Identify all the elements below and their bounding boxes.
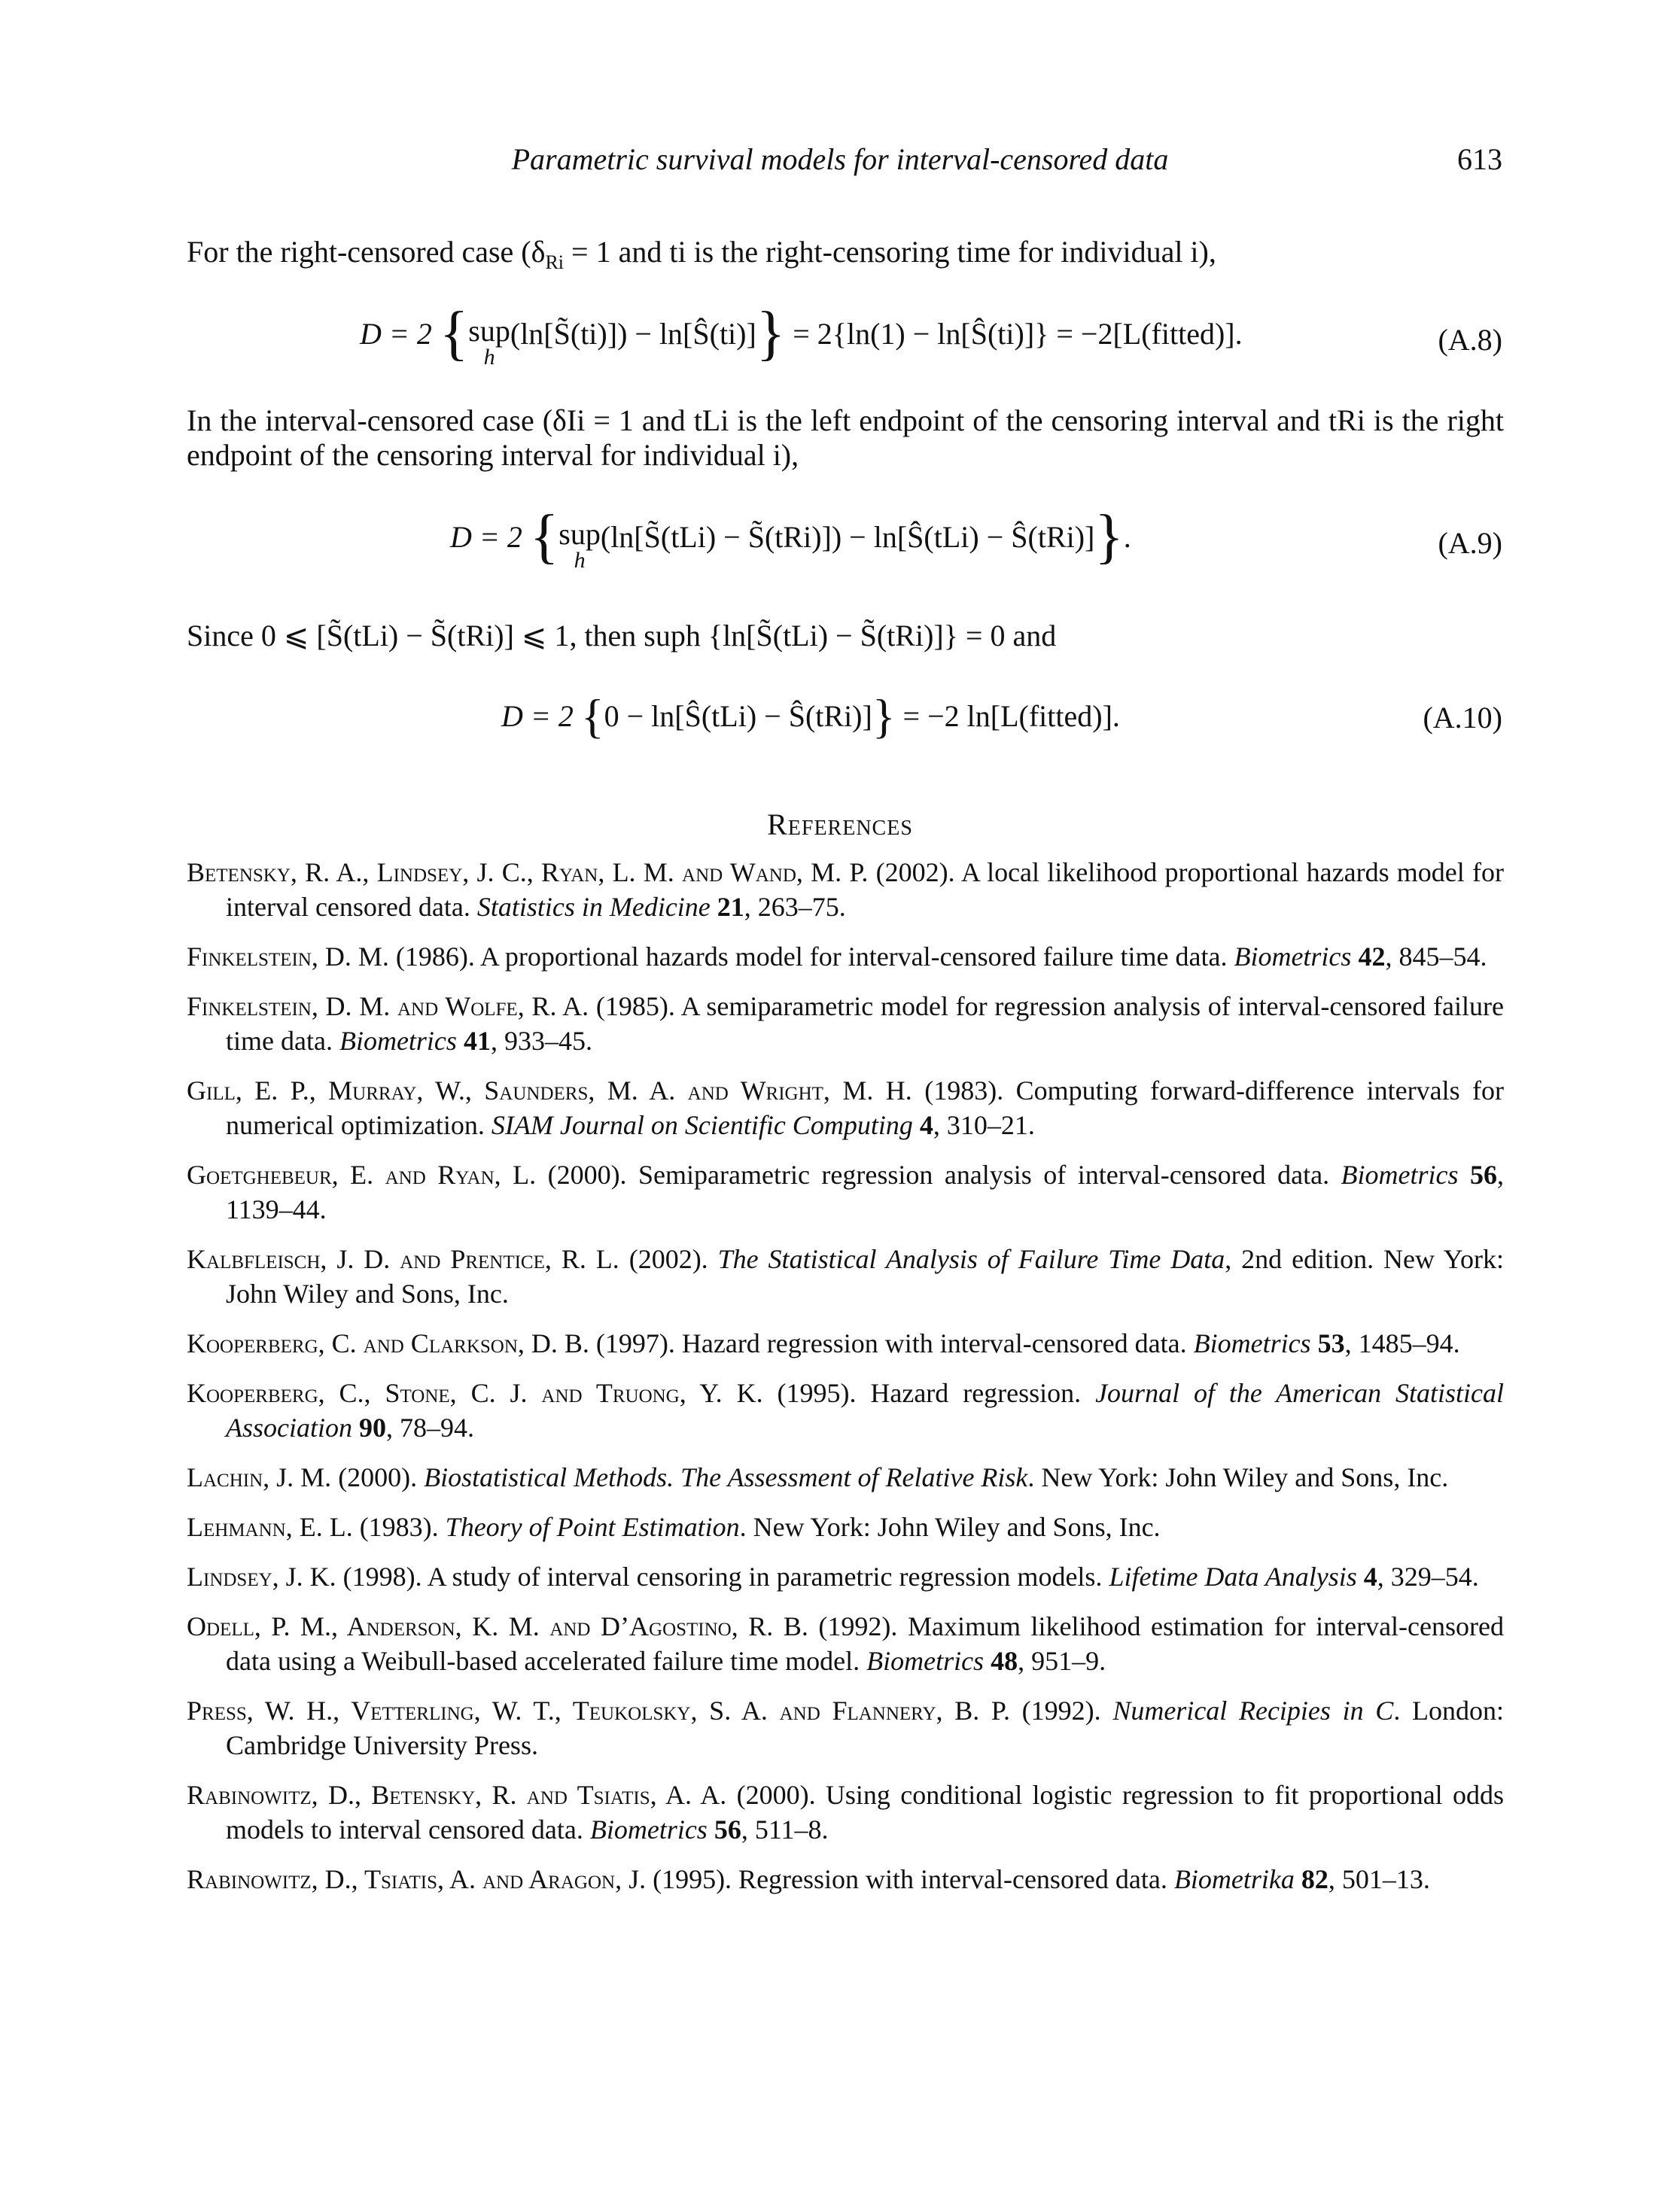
equation-a10: D = 2 {0 − ln[Ŝ(tLi) − Ŝ(tRi)]} = −2 ln[L(fitted)]. [501, 689, 1120, 743]
reference-authors: Goetghebeur, E. and Ryan, L. [187, 1160, 537, 1190]
reference-pages: , 2nd edition. New York: John Wiley and Sons, Inc. [226, 1244, 1505, 1309]
reference-pages: , 1139–44. [226, 1160, 1505, 1224]
reference-authors: Kalbfleisch, J. D. and Prentice, R. L. [187, 1244, 619, 1274]
reference-pages: . New York: John Wiley and Sons, Inc. [1027, 1462, 1449, 1492]
reference-pages: , 845–54. [1385, 941, 1487, 972]
sup-operator: sup h [558, 517, 601, 573]
equation-number-a9: (A.9) [1438, 526, 1502, 560]
reference-pages: . New York: John Wiley and Sons, Inc. [739, 1512, 1161, 1542]
reference-text: (2000). Using conditional logistic regression to fit proportional odds models to interval censored data. [226, 1780, 1505, 1845]
paragraph-right-censored: For the right-censored case ($\delta_{Ri} = 1$ and ti is the right-censoring time for individual i), [187, 235, 1216, 273]
reference-item [187, 939, 1504, 974]
reference-list [187, 855, 1504, 1912]
reference-volume: 4 [1356, 1562, 1377, 1592]
reference-source: Biometrics [866, 1646, 985, 1676]
page-number: 613 [1457, 142, 1502, 176]
reference-pages: , 1485–94. [1344, 1328, 1460, 1358]
reference-source: Journal of the American Statistical Association [226, 1378, 1504, 1443]
reference-authors: Kooperberg, C. and Clarkson, D. B. [187, 1328, 589, 1358]
reference-item [187, 1376, 1504, 1445]
reference-volume: 4 [912, 1110, 933, 1140]
paragraph-interval-censored: In the interval-censored case (δIi = 1 and tLi is the left endpoint of the censoring interval and tRi is the right endpoint of the censoring interval for individual i), [187, 403, 1504, 472]
reference-volume: 56 [1458, 1160, 1498, 1190]
reference-source: Theory of Point Estimation [445, 1512, 740, 1542]
reference-pages: , 501–13. [1328, 1864, 1430, 1894]
reference-text: (1986). A proportional hazards model for interval-censored failure time data. [388, 941, 1234, 972]
reference-text: (1985). A semiparametric model for regression analysis of interval-censored failure time data. [226, 991, 1504, 1056]
reference-volume: 48 [984, 1646, 1018, 1676]
reference-authors: Gill, E. P., Murray, W., Saunders, M. A. and Wright, M. H. [187, 1075, 912, 1106]
reference-volume: 42 [1351, 941, 1386, 972]
reference-text: (1983). [352, 1512, 446, 1542]
reference-source: Lifetime Data Analysis [1109, 1562, 1357, 1592]
reference-authors: Kooperberg, C., Stone, C. J. and Truong, Y. K. [187, 1378, 763, 1408]
reference-item [187, 1326, 1504, 1361]
reference-source: The Statistical Analysis of Failure Time Data [717, 1244, 1225, 1274]
reference-item [187, 855, 1504, 924]
reference-source: SIAM Journal on Scientific Computing [491, 1110, 913, 1140]
reference-item [187, 1073, 1504, 1142]
reference-authors: Lindsey, J. K. [187, 1562, 336, 1592]
reference-source: Biometrics [1234, 941, 1352, 972]
reference-volume: 56 [707, 1814, 741, 1845]
reference-pages: , 933–45. [490, 1026, 592, 1056]
equation-number-a10: (A.10) [1423, 701, 1502, 735]
reference-volume: 21 [710, 892, 744, 922]
reference-authors: Finkelstein, D. M. and Wolfe, R. A. [187, 991, 589, 1021]
reference-text: (1992). Maximum likelihood estimation for interval-censored data using a Weibull-based accelerated failure time model. [226, 1611, 1504, 1676]
reference-source: Biometrics [1341, 1160, 1459, 1190]
equation-a8: D = 2 {sup h (ln[S̃(ti)]) − ln[Ŝ(ti)]} = 2{ln(1) − ln[Ŝ(ti)]} = −2[L(fitted)]. [360, 300, 1243, 370]
reference-authors: Rabinowitz, D., Tsiatis, A. and Aragon, J. [187, 1864, 647, 1894]
running-title: Parametric survival models for interval-censored data [511, 142, 1169, 176]
reference-item [187, 1778, 1504, 1847]
reference-volume: 41 [456, 1026, 491, 1056]
reference-item [187, 1693, 1504, 1763]
reference-pages: , 78–94. [386, 1413, 474, 1443]
reference-pages: , 263–75. [744, 892, 846, 922]
reference-source: Biostatistical Methods. The Assessment of Relative Risk [424, 1462, 1028, 1492]
reference-source: Numerical Recipies in C [1112, 1696, 1394, 1726]
reference-volume: 90 [352, 1413, 386, 1443]
reference-pages: , 511–8. [741, 1814, 829, 1845]
reference-text: (2002). A local likelihood proportional hazards model for interval censored data. [226, 857, 1504, 922]
reference-authors: Rabinowitz, D., Betensky, R. and Tsiatis, A. A. [187, 1780, 727, 1810]
reference-authors: Betensky, R. A., Lindsey, J. C., Ryan, L. M. and Wand, M. P. [187, 857, 869, 887]
reference-text: (1998). A study of interval censoring in parametric regression models. [336, 1562, 1109, 1592]
reference-source: Biometrika [1173, 1864, 1295, 1894]
equation-a9: D = 2 {sup h (ln[S̃(tLi) − S̃(tRi)]) − ln[Ŝ(tLi) − Ŝ(tRi)]}. [450, 503, 1131, 573]
reference-source: Biometrics [339, 1026, 457, 1056]
reference-pages: . London: Cambridge University Press. [226, 1696, 1505, 1760]
reference-text: (1992). [1009, 1696, 1113, 1726]
reference-pages: , 310–21. [933, 1110, 1035, 1140]
reference-authors: Lehmann, E. L. [187, 1512, 353, 1542]
reference-text: (1995). Hazard regression. [762, 1378, 1096, 1408]
reference-item [187, 1242, 1504, 1311]
reference-source: Biometrics [1193, 1328, 1311, 1358]
reference-item [187, 1559, 1504, 1594]
references-heading: References [767, 808, 913, 841]
reference-authors: Press, W. H., Vetterling, W. T., Teukolsky, S. A. and Flannery, B. P. [187, 1696, 1010, 1726]
reference-source: Biometrics [589, 1814, 708, 1845]
reference-volume: 53 [1310, 1328, 1345, 1358]
reference-pages: , 951–9. [1018, 1646, 1106, 1676]
reference-text: (2000). [331, 1462, 425, 1492]
reference-authors: Lachin, J. M. [187, 1462, 332, 1492]
reference-item [187, 989, 1504, 1058]
reference-text: (2002). [619, 1244, 718, 1274]
sup-operator: sup h [468, 314, 510, 370]
reference-text: (1983). Computing forward-difference intervals for numerical optimization. [226, 1075, 1505, 1140]
reference-text: (1997). Hazard regression with interval-censored data. [589, 1328, 1194, 1358]
reference-authors: Finkelstein, D. M. [187, 941, 389, 972]
reference-text: (1995). Regression with interval-censored data. [646, 1864, 1174, 1894]
reference-volume: 82 [1294, 1864, 1328, 1894]
reference-item [187, 1510, 1504, 1544]
reference-text: (2000). Semiparametric regression analysis of interval-censored data. [536, 1160, 1341, 1190]
reference-authors: Odell, P. M., Anderson, K. M. and D’Agostino, R. B. [187, 1611, 808, 1641]
reference-source: Statistics in Medicine [476, 892, 711, 922]
reference-item [187, 1609, 1504, 1678]
reference-item [187, 1460, 1504, 1495]
equation-number-a8: (A.8) [1438, 323, 1502, 357]
paragraph-since: Since 0 ⩽ [S̃(tLi) − S̃(tRi)] ⩽ 1, then suph {ln[S̃(tLi) − S̃(tRi)]} = 0 and [187, 619, 1057, 652]
reference-pages: , 329–54. [1377, 1562, 1479, 1592]
reference-item [187, 1862, 1504, 1897]
reference-item [187, 1157, 1504, 1227]
